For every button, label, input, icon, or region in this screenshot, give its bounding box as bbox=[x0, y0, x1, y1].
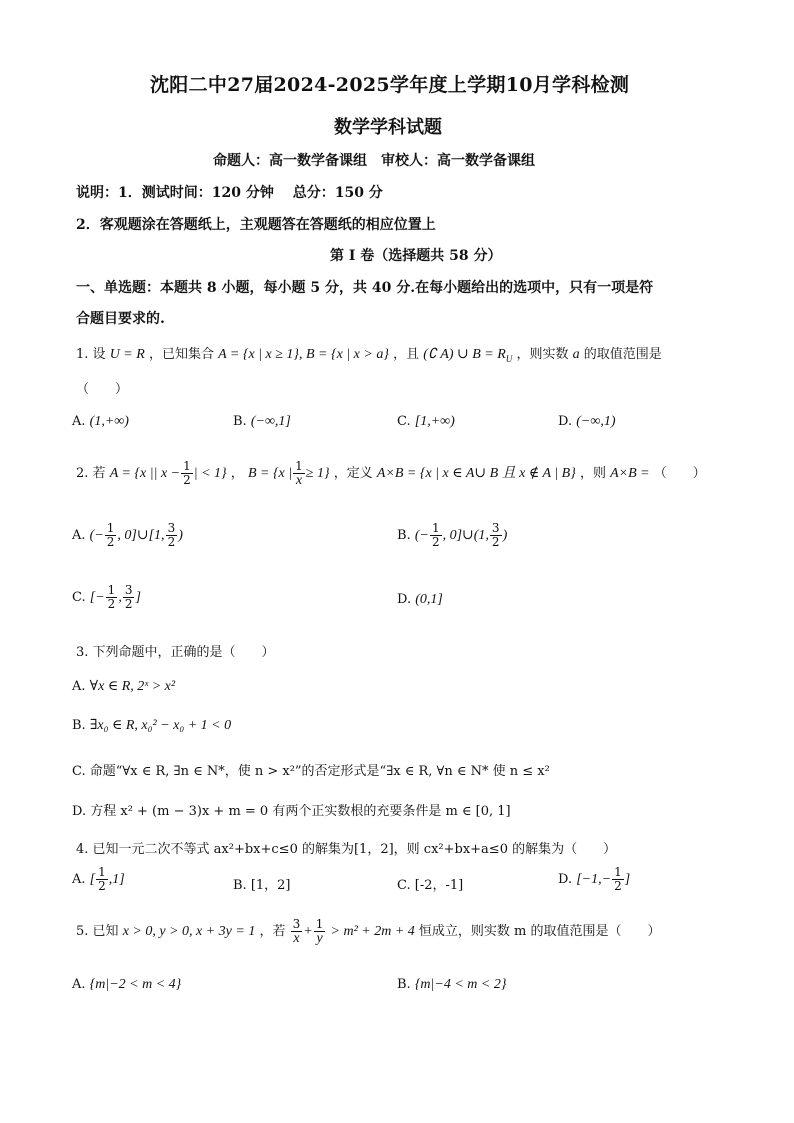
q2-separator: ， bbox=[230, 466, 244, 481]
q1-text: ，已知集合 bbox=[148, 347, 214, 362]
fraction-denominator: 2 bbox=[614, 879, 622, 893]
option-value: {m|−2 < m < 4} bbox=[89, 977, 182, 992]
option-letter: A. bbox=[72, 872, 86, 887]
fraction-denominator: 2 bbox=[106, 535, 115, 549]
option-letter: B. bbox=[72, 718, 86, 733]
part-heading: 第 I 卷（选择题共 58 分） bbox=[330, 248, 502, 264]
q1-text-2: ，且 bbox=[393, 347, 420, 362]
q5-suffix: 恒成立，则实数 m 的取值范围是（ ） bbox=[418, 924, 661, 939]
q2-set-b-post: ≥ 1} bbox=[305, 466, 330, 481]
q1-suffix: ，则实数 bbox=[516, 347, 569, 362]
option-letter: B. bbox=[397, 977, 411, 992]
q3-option-d[interactable]: D. 方程 x² + (m − 3)x + m = 0 有两个正实数根的充要条件是 m ∈ [0, 1] bbox=[72, 804, 511, 819]
option-value: ∃x₀ ∈ R, x₀² − x₀ + 1 < 0 bbox=[89, 718, 232, 733]
q1-option-c[interactable] bbox=[397, 414, 455, 430]
option-value: (−∞,1] bbox=[250, 414, 291, 429]
q1-suffix-2: 的取值范围是 bbox=[583, 347, 662, 362]
fraction bbox=[612, 866, 624, 893]
q2-def-post: ，则 bbox=[579, 466, 606, 481]
q5-condition: x > 0, y > 0, x + 3y = 1 bbox=[122, 924, 256, 939]
fraction bbox=[430, 522, 442, 549]
option-part: ) bbox=[178, 528, 183, 543]
fraction bbox=[105, 522, 117, 549]
option-part: ] bbox=[624, 872, 631, 887]
fraction-denominator: 2 bbox=[167, 535, 176, 549]
exam-subtitle: 数学学科试题 bbox=[334, 117, 442, 138]
q5-inequality: > m² + 2m + 4 bbox=[330, 924, 415, 939]
note-line-1: 说明：1．测试时间：120 分钟 总分：150 分 bbox=[76, 185, 383, 201]
exam-title: 沈阳二中27届2024-2025学年度上学期10月学科检测 bbox=[150, 74, 630, 96]
section-heading-line-1: 一、单选题：本题共 8 小题，每小题 5 分，共 40 分.在每小题给出的选项中，只有一项是符 bbox=[76, 280, 654, 296]
fraction-denominator: 2 bbox=[431, 535, 440, 549]
q5-option-a[interactable] bbox=[72, 977, 181, 993]
section-heading-line-2: 合题目要求的. bbox=[76, 311, 165, 327]
option-value: [1,+∞) bbox=[414, 414, 455, 429]
q2-set-a-post: | < 1} bbox=[193, 466, 227, 481]
q1-condition-text: (∁ A) ∪ B = R bbox=[423, 347, 506, 362]
option-letter: A. bbox=[72, 977, 86, 992]
fraction-denominator: y bbox=[316, 931, 323, 946]
option-letter: D. bbox=[397, 592, 412, 607]
q4-option-a[interactable] bbox=[72, 866, 125, 893]
q2-set-b-pre: B = {x | bbox=[247, 466, 293, 481]
q2-ask: A×B = bbox=[610, 466, 650, 481]
q2-half-fraction bbox=[181, 460, 193, 487]
q3-option-b[interactable] bbox=[72, 717, 231, 734]
option-value: (0,1] bbox=[415, 592, 443, 607]
q5-mid: ，若 bbox=[259, 924, 286, 939]
fraction-numerator: 1 bbox=[107, 583, 116, 597]
fraction-denominator: 2 bbox=[107, 597, 116, 611]
fraction-denominator: 2 bbox=[491, 535, 500, 549]
option-value: ∀x ∈ R, 2ˣ > x² bbox=[89, 679, 176, 694]
q2-option-b[interactable] bbox=[397, 522, 507, 549]
fraction-denominator: 2 bbox=[124, 597, 133, 611]
fraction bbox=[314, 918, 326, 945]
option-value: (1,+∞) bbox=[89, 414, 129, 429]
q1-option-b[interactable] bbox=[233, 414, 291, 430]
note-line-2: 2．客观题涂在答题纸上，主观题答在答题纸的相应位置上 bbox=[76, 217, 436, 233]
question-3-stem: 3. 下列命题中，正确的是（ ） bbox=[76, 645, 275, 660]
fraction bbox=[106, 584, 118, 611]
q1-sets: A = {x | x ≥ 1}, B = {x | x > a} bbox=[218, 347, 389, 362]
fraction-numerator: 1 bbox=[98, 865, 106, 879]
question-2-stem bbox=[76, 460, 706, 487]
q2-option-d[interactable] bbox=[397, 592, 443, 608]
q2-inverse-fraction bbox=[293, 460, 305, 487]
fraction-numerator: 3 bbox=[491, 521, 500, 535]
question-1-paren: （ ） bbox=[76, 382, 129, 397]
option-value: {m|−4 < m < 2} bbox=[414, 977, 507, 992]
q1-variable-a: a bbox=[572, 347, 580, 362]
option-part: ,1] bbox=[108, 872, 125, 887]
plus-sign: + bbox=[303, 924, 313, 939]
q2-set-a-pre: A = {x || x − bbox=[109, 466, 181, 481]
fraction-numerator: 3 bbox=[167, 521, 176, 535]
question-1-stem bbox=[76, 343, 662, 364]
fraction bbox=[490, 522, 502, 549]
fraction-numerator: 3 bbox=[292, 917, 301, 931]
q2-option-c[interactable] bbox=[72, 584, 141, 611]
question-4-stem: 4. 已知一元二次不等式 ax²+bx+c≤0 的解集为[1，2]，则 cx²+bx+a≤0 的解集为（ ） bbox=[76, 842, 617, 857]
fraction-numerator: 1 bbox=[614, 865, 622, 879]
option-letter: A. bbox=[72, 528, 86, 543]
fraction-numerator: 1 bbox=[295, 459, 303, 473]
option-part: [−1,− bbox=[576, 872, 612, 887]
q1-prefix: 1. 设 bbox=[76, 347, 106, 362]
q5-option-b[interactable] bbox=[397, 977, 506, 993]
option-letter: A. bbox=[72, 414, 86, 429]
option-letter: B. bbox=[397, 528, 411, 543]
fraction-numerator: 3 bbox=[124, 583, 133, 597]
fraction-denominator: 2 bbox=[98, 879, 106, 893]
option-letter: C. bbox=[397, 414, 411, 429]
option-letter: C. bbox=[72, 590, 86, 605]
fraction-numerator: 1 bbox=[431, 521, 440, 535]
q3-option-c[interactable]: C. 命题“∀x ∈ R, ∃n ∈ N*，使 n > x²”的否定形式是“∃x ∈ R, ∀n ∈ N* 使 n ≤ x² bbox=[72, 764, 550, 779]
q1-condition-sub: U bbox=[505, 353, 513, 364]
fraction bbox=[123, 584, 135, 611]
q4-option-d[interactable] bbox=[558, 866, 630, 893]
q1-option-a[interactable] bbox=[72, 414, 129, 430]
fraction-denominator: x bbox=[293, 931, 300, 946]
q4-option-c[interactable]: C. [-2，-1] bbox=[397, 878, 464, 893]
option-part: ] bbox=[135, 590, 141, 605]
option-part: [− bbox=[89, 590, 105, 605]
option-letter: A. bbox=[72, 679, 86, 694]
option-part: [ bbox=[89, 872, 96, 887]
q5-prefix: 5. 已知 bbox=[76, 924, 119, 939]
q2-paren: （ ） bbox=[653, 466, 706, 481]
q4-option-b[interactable]: B. [1，2] bbox=[233, 878, 291, 893]
option-letter: D. bbox=[558, 414, 573, 429]
fraction bbox=[166, 522, 178, 549]
option-part: ) bbox=[502, 528, 508, 543]
option-part: , 0]∪[1, bbox=[117, 528, 165, 543]
option-part: , 0]∪(1, bbox=[442, 528, 489, 543]
question-5-stem bbox=[76, 918, 661, 945]
fraction bbox=[96, 866, 108, 893]
q2-prefix: 2. 若 bbox=[76, 466, 106, 481]
fraction-numerator: 1 bbox=[315, 917, 324, 931]
q2-option-a[interactable] bbox=[72, 522, 183, 549]
q1-option-d[interactable] bbox=[558, 414, 616, 430]
fraction-numerator: 1 bbox=[106, 521, 115, 535]
q3-option-a[interactable] bbox=[72, 678, 175, 695]
q2-def-pre: ，定义 bbox=[333, 466, 373, 481]
fraction bbox=[291, 918, 303, 945]
option-part: (− bbox=[89, 528, 104, 543]
option-part: (− bbox=[414, 528, 429, 543]
option-value: (−∞,1) bbox=[576, 414, 616, 429]
q1-universe: U = R bbox=[109, 347, 145, 362]
option-letter: B. bbox=[233, 414, 247, 429]
fraction-numerator: 1 bbox=[183, 459, 191, 473]
fraction-denominator: x bbox=[295, 473, 303, 488]
option-part: , bbox=[118, 590, 122, 605]
authors-line: 命题人：高一数学备课组 审校人：高一数学备课组 bbox=[213, 153, 535, 169]
option-letter: D. bbox=[558, 872, 573, 887]
q2-definition: A×B = {x | x ∈ A∪ B 且 x ∉ A | B} bbox=[376, 466, 576, 481]
fraction-denominator: 2 bbox=[183, 473, 191, 487]
q1-condition bbox=[423, 347, 512, 362]
